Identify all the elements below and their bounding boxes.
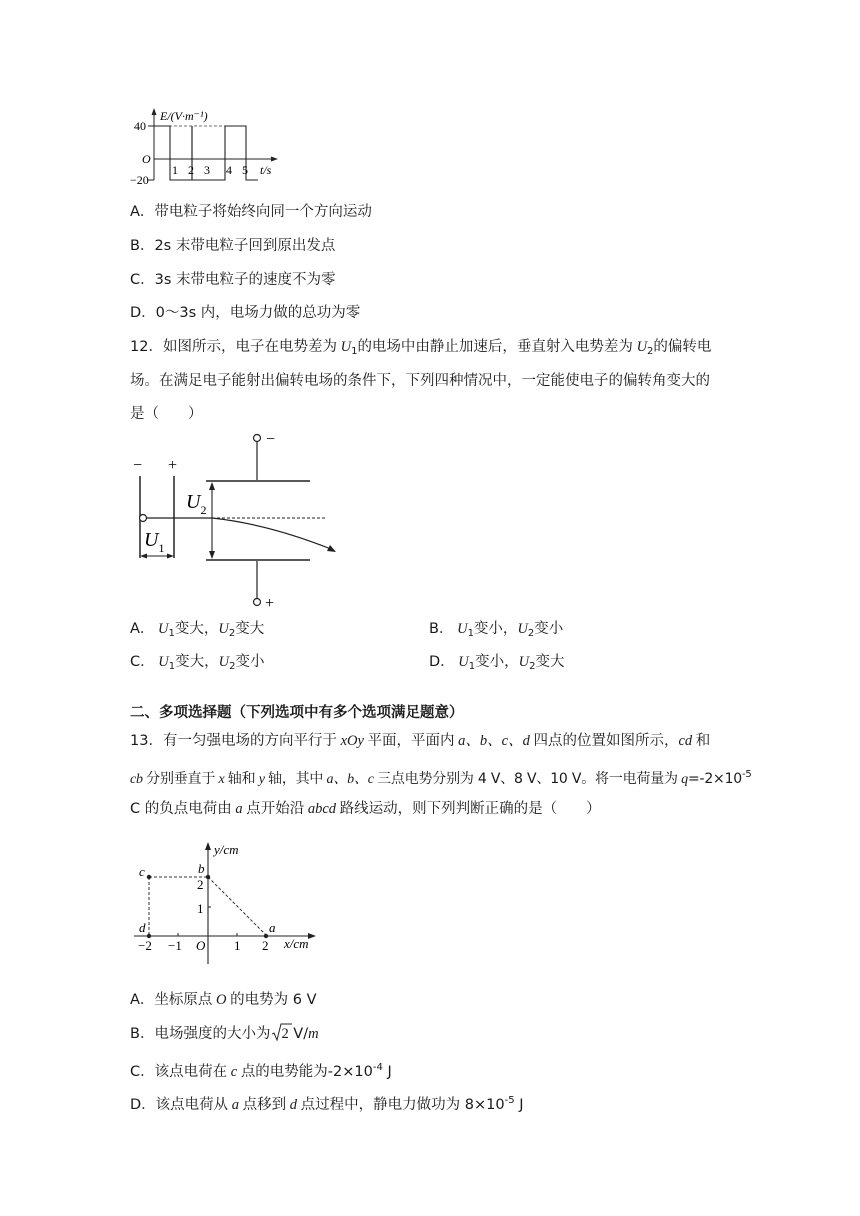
fig3-ytick-2: 2 <box>197 877 204 892</box>
fig1-tick-3: 3 <box>204 163 210 177</box>
q13-line-2: cb 分别垂直于 x 轴和 y 轴，其中 a、b、c 三点电势分别为 4 V、8 V、10 V。将一电荷量为 $q=-2\times 10^{-5}$ <box>130 769 752 787</box>
q13-option-a: A．坐标原点 O 的电势为 6 V <box>130 992 317 1008</box>
fig1-y-bottom: −20 <box>130 173 149 187</box>
fig3-ytick-1: 1 <box>197 901 204 916</box>
fig1-origin: O <box>142 152 151 166</box>
fig1-tick-5: 5 <box>242 163 248 177</box>
fig1-xlabel: t/s <box>260 163 272 177</box>
fig2-u1: $U_1$ <box>144 529 165 555</box>
q12-option-c: C． $U_1$变大，$U_2$变小 <box>130 654 265 672</box>
fig1-tick-2: 2 <box>188 163 194 177</box>
fig1-tick-4: 4 <box>226 163 232 177</box>
fig3-point-d: d <box>139 920 146 935</box>
fig1-y-top: 40 <box>134 119 146 133</box>
fig3-origin: O <box>196 938 206 953</box>
fig3-point-b: b <box>198 861 205 876</box>
fig3-xtick-neg1: −1 <box>168 938 182 953</box>
e-t-graph <box>128 104 288 188</box>
sym-u2: U <box>636 339 648 355</box>
q13-line-1: 13．有一匀强电场的方向平行于 xOy 平面，平面内 a、b、c、d 四点的位置如图所示，cd 和 <box>130 733 711 749</box>
q13-option-d: D．该点电荷从 a 点移到 d 点过程中，静电力做功为 $8\times 10^{-5}$ J <box>130 1095 524 1113</box>
q11-option-a: A．带电粒子将始终向同一个方向运动 <box>130 204 372 220</box>
fig2-u2: $U_2$ <box>186 491 207 517</box>
fig2-minus-top: − <box>266 431 276 448</box>
q12-line-3: 是（ ） <box>130 406 203 422</box>
q13-option-b: B．电场强度的大小为 2 V/m <box>130 1026 319 1042</box>
fig3-xtick-2: 2 <box>262 938 269 953</box>
fig3-point-c: c <box>139 864 145 879</box>
fig2-plus-left: + <box>168 457 178 474</box>
sqrt-symbol: 2 <box>272 1024 288 1044</box>
fig1-ylabel: E/(V·m⁻¹) <box>160 109 208 123</box>
fig1-tick-1: 1 <box>172 163 178 177</box>
fig3-ylabel: y/cm <box>214 842 239 857</box>
q13-option-c: C．该点电荷在 c 点的电势能为$-2\times 10^{-4}$ J <box>130 1062 392 1080</box>
q12-option-b: B． $U_1$变小，$U_2$变小 <box>429 621 564 639</box>
q13-line-3: C 的负点电荷由 a 点开始沿 abcd 路线运动，则下列判断正确的是（ ） <box>130 801 601 817</box>
q12-line-2: 场。在满足电子能射出偏转电场的条件下，下列四种情况中，一定能使电子的偏转角变大的 <box>130 373 710 389</box>
q12-option-a: A． $U_1$变大，$U_2$变大 <box>130 621 265 639</box>
fig3-xtick-1: 1 <box>234 938 241 953</box>
fig3-xtick-neg2: −2 <box>138 938 152 953</box>
fig2-minus-left: − <box>133 457 143 474</box>
q11-option-c: C．3s 末带电粒子的速度不为零 <box>130 272 336 288</box>
sym-u1: U <box>340 339 352 355</box>
fig2-plus-bottom: + <box>265 595 275 612</box>
q12-option-d: D． $U_1$变小，$U_2$变大 <box>429 654 565 672</box>
q12-line-1: 12．如图所示，电子在电势差为 $U_1$的电场中由静止加速后，垂直射入电势差为 $U_2$的偏转电 <box>130 339 712 357</box>
fig3-xlabel: x/cm <box>284 936 309 951</box>
fig3-point-a: a <box>269 920 276 935</box>
coordinate-diagram <box>128 838 328 968</box>
q11-option-d: D．0～3s 内，电场力做的总功为零 <box>130 305 361 321</box>
q11-option-b: B．2s 末带电粒子回到原出发点 <box>130 238 336 254</box>
section-heading: 二、多项选择题（下列选项中有多个选项满足题意） <box>130 705 464 721</box>
deflection-diagram <box>128 428 358 612</box>
